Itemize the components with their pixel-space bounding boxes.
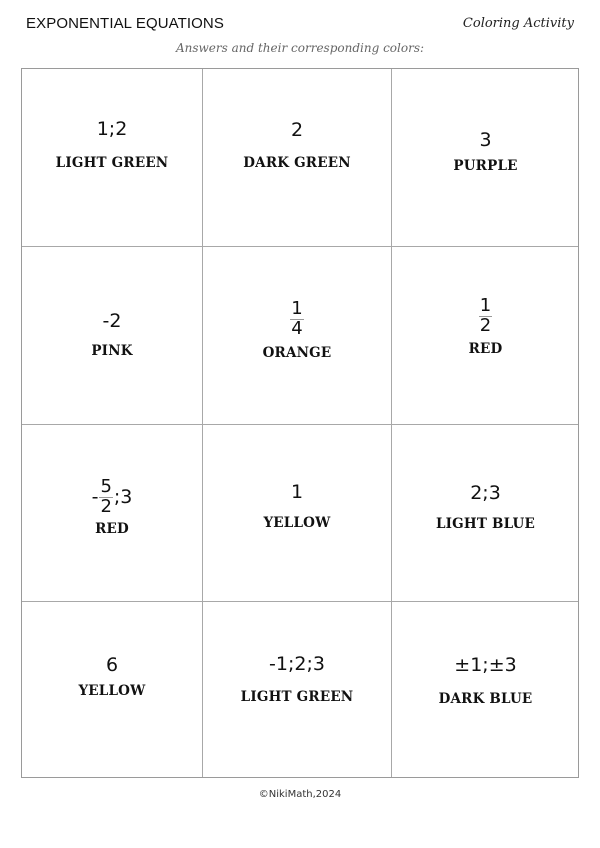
worksheet-title: EXPONENTIAL EQUATIONS <box>26 15 224 32</box>
answer-color-grid <box>21 68 579 778</box>
answer-prefix: - <box>91 485 99 508</box>
answer-value <box>290 300 303 339</box>
answer-value: 6 <box>105 654 119 676</box>
activity-label: Coloring Activity <box>462 16 574 31</box>
fraction <box>99 478 112 517</box>
answer-cell <box>392 69 579 246</box>
answer-cell <box>22 247 202 424</box>
fraction-numerator: 5 <box>100 476 112 497</box>
color-label: PINK <box>91 343 133 359</box>
answer-value: 2 <box>290 119 304 141</box>
answer-value <box>479 297 492 336</box>
color-label: RED <box>95 520 129 537</box>
answer-suffix: ;3 <box>113 485 133 508</box>
answer-cell <box>22 602 202 777</box>
color-label: RED <box>468 340 503 357</box>
answer-cell <box>392 602 579 777</box>
color-label: LIGHT GREEN <box>55 155 169 171</box>
color-label: LIGHT GREEN <box>240 689 354 705</box>
fraction-denominator: 4 <box>291 317 303 339</box>
fraction <box>479 297 492 336</box>
fraction-numerator: 1 <box>291 298 303 319</box>
answer-value: -1;2;3 <box>269 653 325 675</box>
fraction-numerator: 1 <box>479 295 492 316</box>
answer-value: 1;2 <box>96 118 128 140</box>
answer-cell <box>392 425 579 601</box>
answer-value <box>92 478 133 517</box>
color-label: DARK GREEN <box>243 155 351 171</box>
color-label: ORANGE <box>262 344 332 361</box>
answer-value: -2 <box>102 310 122 332</box>
fraction-denominator: 2 <box>100 495 112 517</box>
answer-cell <box>203 247 391 424</box>
color-label: YELLOW <box>263 515 331 531</box>
answer-cell <box>203 69 391 246</box>
color-label: LIGHT BLUE <box>435 516 536 532</box>
color-label: YELLOW <box>78 683 146 699</box>
answer-value: 2;3 <box>470 482 501 504</box>
answer-cell <box>22 425 202 601</box>
answer-value: ±1;±3 <box>454 654 517 676</box>
answer-value: 1 <box>290 481 304 503</box>
answer-cell <box>203 425 391 601</box>
answer-cell <box>203 602 391 777</box>
copyright-footer: ©NikiMath,2024 <box>258 789 342 800</box>
color-label: PURPLE <box>453 158 518 174</box>
answer-cell <box>22 69 202 246</box>
answer-cell <box>392 247 579 424</box>
answer-value: 3 <box>479 129 492 151</box>
instructions-subtitle: Answers and their corresponding colors: <box>175 41 425 55</box>
fraction-denominator: 2 <box>479 314 492 336</box>
color-label: DARK BLUE <box>438 691 533 707</box>
fraction <box>290 300 303 339</box>
